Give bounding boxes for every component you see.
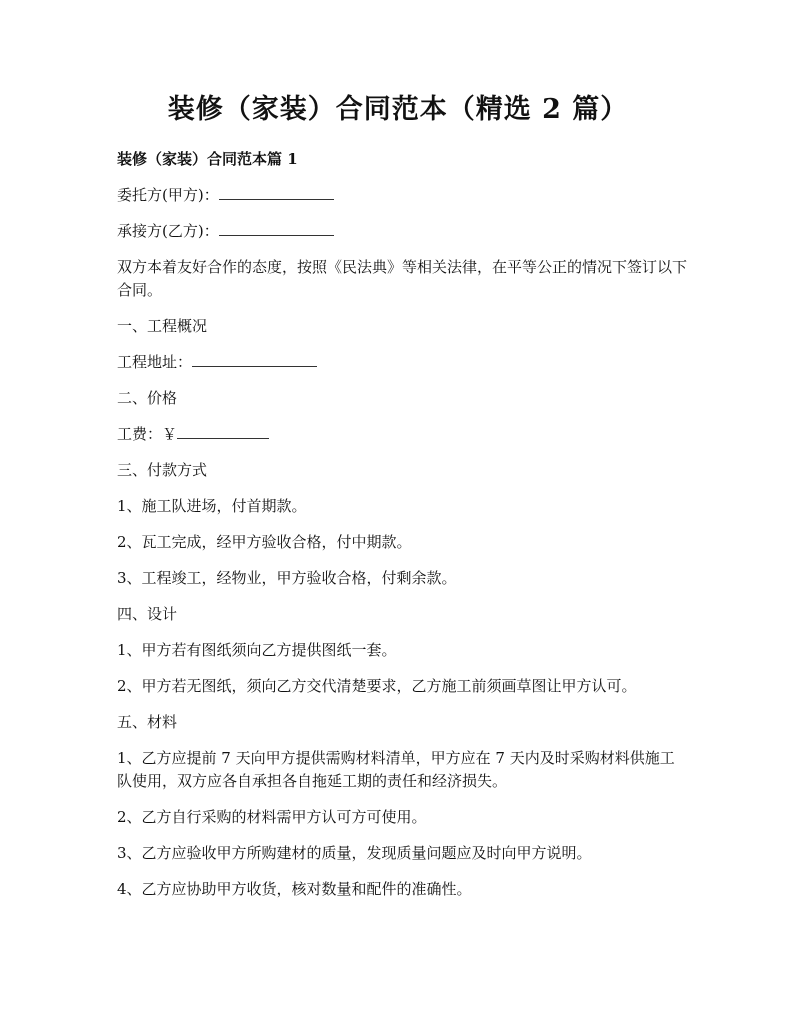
section-heading-materials: 五、材料 — [117, 713, 178, 731]
section-heading-overview: 一、工程概况 — [117, 317, 208, 335]
section-heading-payment: 三、付款方式 — [117, 461, 208, 479]
client-label: 委托方(甲方)： — [117, 186, 219, 204]
fee-blank — [177, 424, 269, 439]
intro-paragraph: 双方本着友好合作的态度，按照《民法典》等相关法律，在平等公正的情况下签订以下合同。 — [117, 258, 688, 299]
fee-line — [117, 423, 687, 446]
document-body — [117, 148, 687, 914]
contractor-line — [117, 220, 687, 243]
materials-item: 3、乙方应验收甲方所购建材的质量，发现质量问题应及时向甲方说明。 — [117, 844, 592, 862]
materials-item: 2、乙方自行采购的材料需甲方认可方可使用。 — [117, 808, 427, 826]
design-item: 1、甲方若有图纸须向乙方提供图纸一套。 — [117, 641, 397, 659]
address-label: 工程地址： — [117, 353, 193, 371]
payment-item: 3、工程竣工，经物业，甲方验收合格，付剩余款。 — [117, 569, 457, 587]
contractor-label: 承接方(乙方)： — [117, 222, 219, 240]
client-blank — [219, 185, 334, 200]
document-title: 装修（家装）合同范本（精选 2 篇） — [167, 94, 629, 125]
materials-item: 4、乙方应协助甲方收货，核对数量和配件的准确性。 — [117, 880, 472, 898]
contract-subtitle: 装修（家装）合同范本篇 1 — [117, 150, 298, 168]
address-blank — [192, 352, 317, 367]
materials-item: 1、乙方应提前 7 天向甲方提供需购材料清单，甲方应在 7 天内及时采购材料供施工队使用，双方应各自承担各自拖延工期的责任和经济损失。 — [117, 749, 675, 790]
payment-item: 1、施工队进场，付首期款。 — [117, 497, 307, 515]
design-item: 2、甲方若无图纸，须向乙方交代清楚要求，乙方施工前须画草图让甲方认可。 — [117, 677, 637, 695]
payment-item: 2、瓦工完成，经甲方验收合格，付中期款。 — [117, 533, 412, 551]
section-heading-price: 二、价格 — [117, 389, 178, 407]
address-line — [117, 351, 687, 374]
section-heading-design: 四、设计 — [117, 605, 178, 623]
contractor-blank — [219, 221, 334, 236]
fee-label: 工费：￥ — [117, 425, 178, 443]
client-line — [117, 184, 687, 207]
